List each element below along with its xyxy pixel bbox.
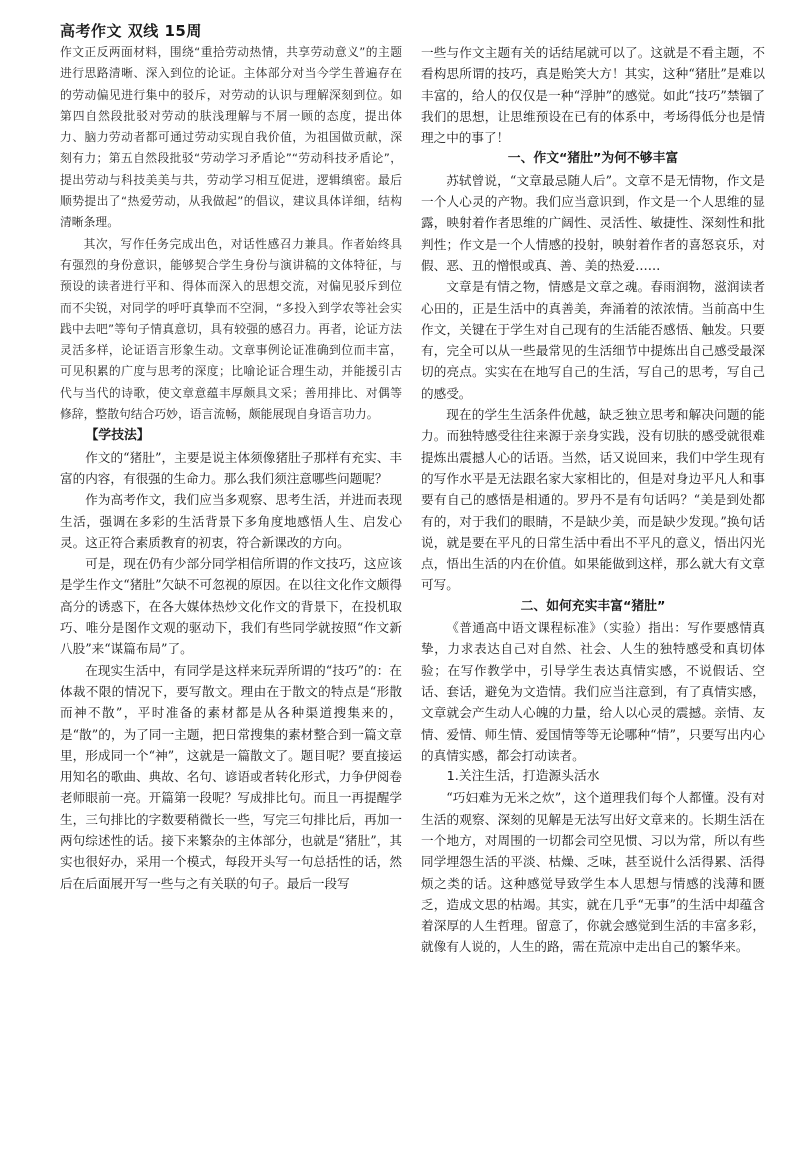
right-column [421,42,765,958]
body-paragraph: 一些与作文主题有关的话结尾就可以了。这就是不看主题，不看构思所谓的技巧，真是贻笑大方！其实，这种“猪肚”是难以丰富的，给人的仅仅是一种“浮肿”的感觉。如此“技巧”禁锢了我们的思想，让思维预设在已有的体系中，考场得低分也是情理之中的事了！ [421,45,765,146]
body-paragraph: 作为高考作文，我们应当多观察、思考生活，并进而表现生活，强调在多彩的生活背景下多角度地感悟人生、启发心灵。这正符合素质教育的初衷，符合新课改的方向。 [60,492,402,550]
body-paragraph: 文章是有情之物，情感是文章之魂。春雨润物，滋润读者心田的，正是生活中的真善美，奔涌着的浓浓情。当前高中生作文，关键在于学生对自己现有的生活能否感悟、触发。只要有，完全可以从一些最常见的生活细节中提炼出自己感受最深切的亮点。实实在在地写自己的生活，写自己的思考，写自己的感受。 [421,279,765,401]
section-heading: 一、作文“猪肚”为何不够丰富 [507,151,679,167]
section-heading: 二、如何充实丰富“猪肚” [520,598,666,614]
body-paragraph: 可是，现在仍有少部分同学相信所谓的作文技巧，这应该是学生作文“猪肚”欠缺不可忽视的原因。在以往文化作文颇得高分的诱惑下，在各大媒体热炒文化作文的背景下，在投机取巧、唯分是图作文观的驱动下，我们有些同学就按照“作文新八股”来“谋篇布局”了。 [60,556,402,657]
subsection-heading: 1.关注生活，打造源头活水 [446,769,600,785]
body-paragraph: 现在的学生生活条件优越，缺乏独立思考和解决问题的能力。而独特感受往往来源于亲身实践，没有切肤的感受就很难提炼出震撼人心的话语。当然，话又说回来，我们中学生现有的写作水平是无法跟名家大家相比的，但是对身边平凡人和事要有自己的感悟是相通的。罗丹不是有句话吗？“美是到处都有的，对于我们的眼睛，不是缺少美，而是缺少发现。”换句话说，就是要在平凡的日常生活中看出不平凡的意义，悟出闪光点，悟出生活的内在价值。如果能做到这样，那么就大有文章可写。 [421,407,765,593]
running-title: 高考作文 双线 15周 [60,22,202,40]
body-paragraph: 作文的“猪肚”，主要是说主体须像猪肚子那样有充实、丰富的内容，有很强的生命力。那么我们须注意哪些问题呢？ [60,449,402,486]
analysis-paragraph: 其次，写作任务完成出色，对话性感召力兼具。作者始终具有强烈的身份意识，能够契合学生身份与演讲稿的文体特征，与预设的读者进行平和、得体而深入的思想交流，对偏见驳斥到位而不尖锐，对同学的呼吁真挚而不空洞，“多投入到学农等社会实践中去吧”等句子情真意切，具有较强的感召力。再者，论证方法灵活多样，论证语言形象生动。文章事例论证准确到位而丰富，可见积累的广度与思考的深度；比喻论证合理生动，并能援引古代与当代的诗歌，使文章意蕴丰厚颇具文采；善用排比、对偶等修辞，整散句结合巧妙，语言流畅，颇能展现自身语言功力。 [60,236,402,422]
body-paragraph: 在现实生活中，有同学是这样来玩弄所谓的“技巧”的：在体裁不限的情况下，要写散文。理由在于散文的特点是“形散而神不散”，平时准备的素材都是从各种渠道搜集来的，是“散”的，为了同一主题，把日常搜集的素材整合到一篇文章里，形成同一个“神”，这就是一篇散文了。题目呢？要直接运用知名的歌曲、典故、名句、谚语或者转化形式，力争伊阅卷老师眼前一亮。开篇第一段呢？写成排比句。而且一再提醒学生，三句排比的字数要稍微长一些，写完三句排比后，再加一两句综述性的话。接下来繁杂的主体部分，也就是“猪肚”，其实也很好办，采用一个模式，每段开头写一句总括性的话，然后在后面展开写一些与之有关联的句子。最后一段写 [60,662,402,891]
analysis-paragraph: 作文正反两面材料，围绕“重拾劳动热情，共享劳动意义”的主题进行思路清晰、深入到位的论证。主体部分对当今学生普遍存在的劳动偏见进行集中的驳斥，对劳动的认识与理解深刻到位。如第四自然段批驳对劳动的肤浅理解与不屑一顾的态度，提出体力、脑力劳动者都可通过劳动实现自我价值，为祖国做贡献，深刻有力；第五自然段批驳“劳动学习矛盾论”“劳动科技矛盾论”，提出劳动与科技美美与共，劳动学习相互促进，逻辑缜密。最后顺势提出了“热爱劳动，从我做起”的倡议，建议具体详细，结构清晰条理。 [60,45,402,230]
skill-label: 【学技法】 [85,428,150,444]
body-paragraph: “巧妇难为无米之炊”，这个道理我们每个人都懂。没有对生活的观察、深刻的见解是无法写出好文章来的。长期生活在一个地方，对周围的一切都会司空见惯、习以为常，所以有些同学埋怨生活的平淡、枯燥、乏味，甚至说什么活得累、活得烦之类的话。这种感觉导致学生本人思想与情感的浅薄和匮乏，造成文思的枯竭。其实，就在几乎“无事”的生活中却蕴含着深厚的人生哲理。留意了，你就会感觉到生活的丰富多彩，就像有人说的，人生的路，需在荒凉中走出自己的繁华来。 [421,790,765,955]
body-paragraph: 苏轼曾说，“文章最忌随人后”。文章不是无情物，作文是一个人心灵的产物。我们应当意识到，作文是一个人思维的显露，映射着作者思维的广阔性、灵活性、敏捷性、深刻性和批判性；作文是一个人情感的投射，映射着作者的喜怒哀乐，对假、恶、丑的憎恨或真、善、美的热爱…… [421,172,765,273]
body-paragraph: 《普通高中语文课程标准》（实验）指出：写作要感情真挚，力求表达自己对自然、社会、人生的独特感受和真切体验；在写作教学中，引导学生表达真情实感，不说假话、空话、套话，避免为文造情。我们应当注意到，有了真情实感，文章就会产生动人心魄的力量，给人以心灵的震撼。亲情、友情、爱情、师生情、爱国情等等无论哪种“情”，只要写出内心的真情实感，都会打动读者。 [421,620,765,763]
left-column [60,42,402,894]
